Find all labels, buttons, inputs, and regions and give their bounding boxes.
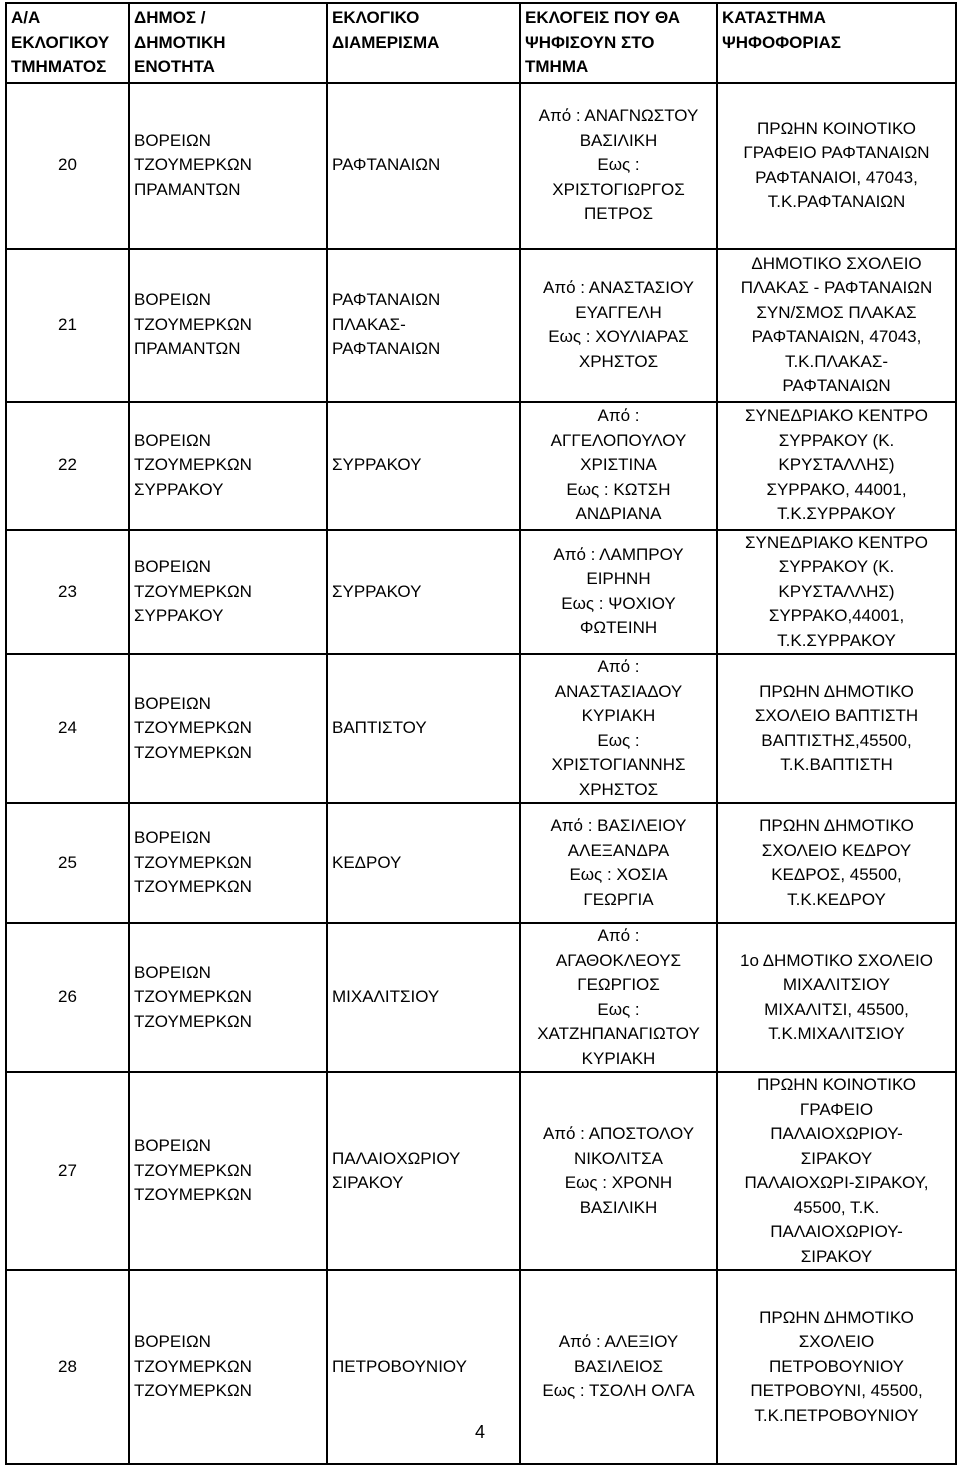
dimos-cell: ΒΟΡΕΙΩΝ ΤΖΟΥΜΕΡΚΩΝ ΣΥΡΡΑΚΟΥ	[129, 530, 327, 655]
store-cell: ΠΡΩΗΝ ΔΗΜΟΤΙΚΟ ΣΧΟΛΕΙΟ ΠΕΤΡΟΒΟΥΝΙΟΥ ΠΕΤΡΟΒΟΥΝΙ, 45500, Τ.Κ.ΠΕΤΡΟΒΟΥΝΙΟΥ	[717, 1270, 956, 1464]
voters-cell: Από : ΑΝΑΣΤΑΣΙΟΥ ΕΥΑΓΓΕΛΗ Εως : ΧΟΥΛΙΑΡΑΣ ΧΡΗΣΤΟΣ	[520, 249, 717, 402]
dimos-cell: ΒΟΡΕΙΩΝ ΤΖΟΥΜΕΡΚΩΝ ΤΖΟΥΜΕΡΚΩΝ	[129, 1072, 327, 1270]
dimos-cell: ΒΟΡΕΙΩΝ ΤΖΟΥΜΕΡΚΩΝ ΤΖΟΥΜΕΡΚΩΝ	[129, 923, 327, 1072]
header-store: ΚΑΤΑΣΤΗΜΑ ΨΗΦΟΦΟΡΙΑΣ	[717, 3, 956, 83]
diamerisma-cell: ΡΑΦΤΑΝΑΙΩΝ	[327, 83, 520, 249]
voters-cell: Από : ΑΓΑΘΟΚΛΕΟΥΣ ΓΕΩΡΓΙΟΣ Εως : ΧΑΤΖΗΠΑΝΑΓΙΩΤΟΥ ΚΥΡΙΑΚΗ	[520, 923, 717, 1072]
voters-cell: Από : ΑΝΑΣΤΑΣΙΑΔΟΥ ΚΥΡΙΑΚΗ Εως : ΧΡΙΣΤΟΓΙΑΝΝΗΣ ΧΡΗΣΤΟΣ	[520, 654, 717, 803]
store-cell: ΣΥΝΕΔΡΙΑΚΟ ΚΕΝΤΡΟ ΣΥΡΡΑΚΟΥ (Κ. ΚΡΥΣΤΑΛΛΗΣ) ΣΥΡΡΑΚΟ,44001, Τ.Κ.ΣΥΡΡΑΚΟΥ	[717, 530, 956, 655]
store-cell: ΠΡΩΗΝ ΔΗΜΟΤΙΚΟ ΣΧΟΛΕΙΟ ΒΑΠΤΙΣΤΗ ΒΑΠΤΙΣΤΗΣ,45500, Τ.Κ.ΒΑΠΤΙΣΤΗ	[717, 654, 956, 803]
header-diamerisma: ΕΚΛΟΓΙΚΟ ΔΙΑΜΕΡΙΣΜΑ	[327, 3, 520, 83]
polling-stations-table	[5, 2, 957, 1465]
dimos-cell: ΒΟΡΕΙΩΝ ΤΖΟΥΜΕΡΚΩΝ ΤΖΟΥΜΕΡΚΩΝ	[129, 1270, 327, 1464]
voters-cell: Από : ΛΑΜΠΡΟΥ ΕΙΡΗΝΗ Εως : ΨΟΧΙΟΥ ΦΩΤΕΙΝΗ	[520, 530, 717, 655]
diamerisma-cell: ΠΕΤΡΟΒΟΥΝΙΟΥ	[327, 1270, 520, 1464]
table-row	[6, 83, 956, 249]
voters-cell: Από : ΑΠΟΣΤΟΛΟΥ ΝΙΚΟΛΙΤΣΑ Εως : ΧΡΟΝΗ ΒΑΣΙΛΙΚΗ	[520, 1072, 717, 1270]
row-number: 21	[6, 249, 129, 402]
voters-cell: Από : ΒΑΣΙΛΕΙΟΥ ΑΛΕΞΑΝΔΡΑ Εως : ΧΟΣΙΑ ΓΕΩΡΓΙΑ	[520, 803, 717, 923]
store-cell: ΠΡΩΗΝ ΔΗΜΟΤΙΚΟ ΣΧΟΛΕΙΟ ΚΕΔΡΟΥ ΚΕΔΡΟΣ, 45500, Τ.Κ.ΚΕΔΡΟΥ	[717, 803, 956, 923]
header-voters: ΕΚΛΟΓΕΙΣ ΠΟΥ ΘΑ ΨΗΦΙΣΟΥΝ ΣΤΟ ΤΜΗΜΑ	[520, 3, 717, 83]
dimos-cell: ΒΟΡΕΙΩΝ ΤΖΟΥΜΕΡΚΩΝ ΣΥΡΡΑΚΟΥ	[129, 402, 327, 530]
store-cell: ΣΥΝΕΔΡΙΑΚΟ ΚΕΝΤΡΟ ΣΥΡΡΑΚΟΥ (Κ. ΚΡΥΣΤΑΛΛΗΣ) ΣΥΡΡΑΚΟ, 44001, Τ.Κ.ΣΥΡΡΑΚΟΥ	[717, 402, 956, 530]
header-dimos: ΔΗΜΟΣ / ΔΗΜΟΤΙΚΗ ΕΝΟΤΗΤΑ	[129, 3, 327, 83]
diamerisma-cell: ΣΥΡΡΑΚΟΥ	[327, 402, 520, 530]
row-number: 28	[6, 1270, 129, 1464]
dimos-cell: ΒΟΡΕΙΩΝ ΤΖΟΥΜΕΡΚΩΝ ΤΖΟΥΜΕΡΚΩΝ	[129, 803, 327, 923]
header-aa: Α/Α ΕΚΛΟΓΙΚΟΥ ΤΜΗΜΑΤΟΣ	[6, 3, 129, 83]
table-row	[6, 654, 956, 803]
store-cell: ΔΗΜΟΤΙΚΟ ΣΧΟΛΕΙΟ ΠΛΑΚΑΣ - ΡΑΦΤΑΝΑΙΩΝ ΣΥΝ/ΣΜΟΣ ΠΛΑΚΑΣ ΡΑΦΤΑΝΑΙΩΝ, 47043, Τ.Κ.ΠΛΑΚΑΣ- ΡΑΦΤΑΝΑΙΩΝ	[717, 249, 956, 402]
row-number: 25	[6, 803, 129, 923]
table-row	[6, 530, 956, 655]
header-row	[6, 3, 956, 83]
page-number: 4	[474, 1422, 485, 1442]
table-row	[6, 249, 956, 402]
voters-cell: Από : ΑΛΕΞΙΟΥ ΒΑΣΙΛΕΙΟΣ Εως : ΤΣΟΛΗ ΟΛΓΑ	[520, 1270, 717, 1464]
table-row	[6, 402, 956, 530]
diamerisma-cell: ΜΙΧΑΛΙΤΣΙΟΥ	[327, 923, 520, 1072]
table-row	[6, 803, 956, 923]
diamerisma-cell: ΣΥΡΡΑΚΟΥ	[327, 530, 520, 655]
diamerisma-cell: ΒΑΠΤΙΣΤΟΥ	[327, 654, 520, 803]
row-number: 20	[6, 83, 129, 249]
row-number: 26	[6, 923, 129, 1072]
dimos-cell: ΒΟΡΕΙΩΝ ΤΖΟΥΜΕΡΚΩΝ ΤΖΟΥΜΕΡΚΩΝ	[129, 654, 327, 803]
store-cell: ΠΡΩΗΝ ΚΟΙΝΟΤΙΚΟ ΓΡΑΦΕΙΟ ΠΑΛΑΙΟΧΩΡΙΟΥ- ΣΙΡΑΚΟΥ ΠΑΛΑΙΟΧΩΡΙ-ΣΙΡΑΚΟΥ, 45500, Τ.Κ. ΠΑΛΑΙΟΧΩΡΙΟΥ- ΣΙΡΑΚΟΥ	[717, 1072, 956, 1270]
voters-cell: Από : ΑΝΑΓΝΩΣΤΟΥ ΒΑΣΙΛΙΚΗ Εως : ΧΡΙΣΤΟΓΙΩΡΓΟΣ ΠΕΤΡΟΣ	[520, 83, 717, 249]
row-number: 24	[6, 654, 129, 803]
row-number: 22	[6, 402, 129, 530]
store-cell: ΠΡΩΗΝ ΚΟΙΝΟΤΙΚΟ ΓΡΑΦΕΙΟ ΡΑΦΤΑΝΑΙΩΝ ΡΑΦΤΑΝΑΙΟΙ, 47043, Τ.Κ.ΡΑΦΤΑΝΑΙΩΝ	[717, 83, 956, 249]
diamerisma-cell: ΠΑΛΑΙΟΧΩΡΙΟΥ ΣΙΡΑΚΟΥ	[327, 1072, 520, 1270]
diamerisma-cell: ΚΕΔΡΟΥ	[327, 803, 520, 923]
row-number: 27	[6, 1072, 129, 1270]
store-cell: 1ο ΔΗΜΟΤΙΚΟ ΣΧΟΛΕΙΟ ΜΙΧΑΛΙΤΣΙΟΥ ΜΙΧΑΛΙΤΣΙ, 45500, Τ.Κ.ΜΙΧΑΛΙΤΣΙΟΥ	[717, 923, 956, 1072]
dimos-cell: ΒΟΡΕΙΩΝ ΤΖΟΥΜΕΡΚΩΝ ΠΡΑΜΑΝΤΩΝ	[129, 83, 327, 249]
row-number: 23	[6, 530, 129, 655]
voters-cell: Από : ΑΓΓΕΛΟΠΟΥΛΟΥ ΧΡΙΣΤΙΝΑ Εως : ΚΩΤΣΗ ΑΝΔΡΙΑΝΑ	[520, 402, 717, 530]
diamerisma-cell: ΡΑΦΤΑΝΑΙΩΝ ΠΛΑΚΑΣ- ΡΑΦΤΑΝΑΙΩΝ	[327, 249, 520, 402]
table-row	[6, 923, 956, 1072]
table-row	[6, 1072, 956, 1270]
dimos-cell: ΒΟΡΕΙΩΝ ΤΖΟΥΜΕΡΚΩΝ ΠΡΑΜΑΝΤΩΝ	[129, 249, 327, 402]
